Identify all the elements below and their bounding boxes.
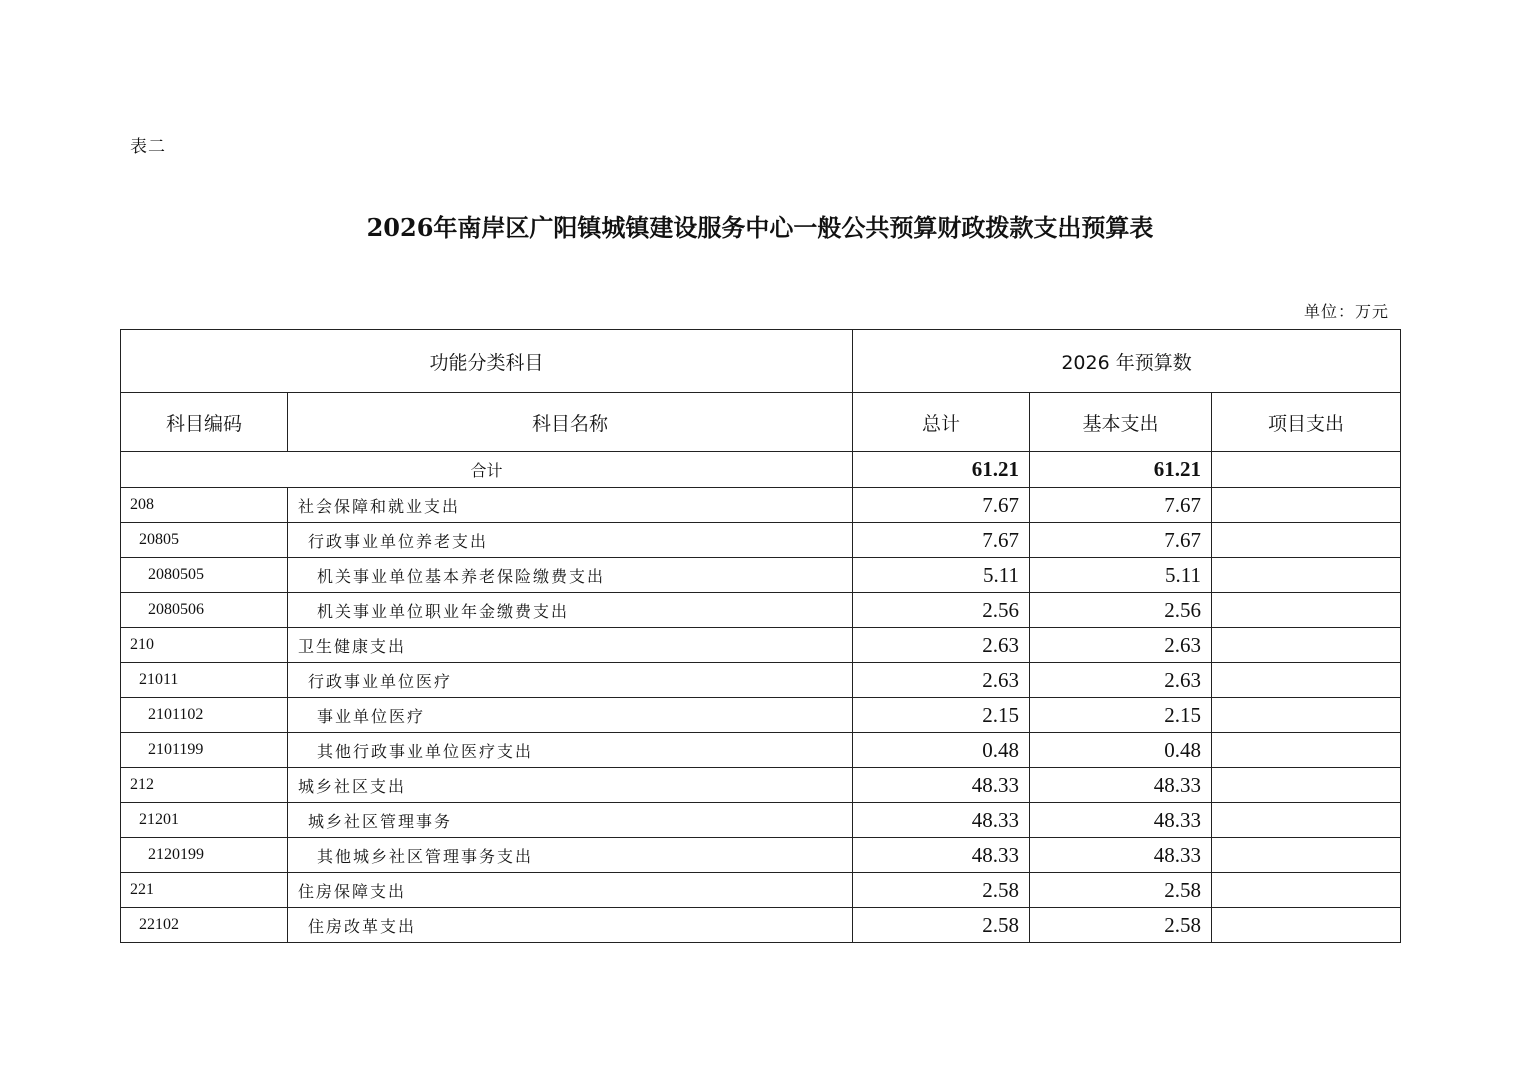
column-header-basic: 基本支出 xyxy=(1030,393,1212,452)
name-cell: 机关事业单位基本养老保险缴费支出 xyxy=(288,558,853,593)
table-row xyxy=(121,733,1401,768)
name-cell: 事业单位医疗 xyxy=(288,698,853,733)
code-cell: 22102 xyxy=(121,908,288,943)
name-cell: 机关事业单位职业年金缴费支出 xyxy=(288,593,853,628)
header-category: 功能分类科目 xyxy=(121,330,853,393)
table-row xyxy=(121,558,1401,593)
code-cell: 21011 xyxy=(121,663,288,698)
header-budget-year: 2026 年预算数 xyxy=(853,330,1401,393)
header-row-top xyxy=(121,330,1401,393)
total-cell: 2.58 xyxy=(853,873,1030,908)
total-cell: 2.63 xyxy=(853,663,1030,698)
table-row xyxy=(121,908,1401,943)
table-row xyxy=(121,838,1401,873)
budget-table xyxy=(120,329,1401,943)
project-cell xyxy=(1212,593,1401,628)
table-row xyxy=(121,768,1401,803)
table-row xyxy=(121,488,1401,523)
column-header-total: 总计 xyxy=(853,393,1030,452)
project-cell xyxy=(1212,768,1401,803)
project-cell xyxy=(1212,733,1401,768)
total-cell: 2.56 xyxy=(853,593,1030,628)
project-cell xyxy=(1212,663,1401,698)
total-label: 合计 xyxy=(121,452,853,488)
total-cell: 2.58 xyxy=(853,908,1030,943)
total-cell: 48.33 xyxy=(853,803,1030,838)
basic-cell: 48.33 xyxy=(1030,838,1212,873)
code-cell: 2080506 xyxy=(121,593,288,628)
basic-cell: 0.48 xyxy=(1030,733,1212,768)
code-cell: 2101102 xyxy=(121,698,288,733)
basic-cell: 2.15 xyxy=(1030,698,1212,733)
total-cell: 7.67 xyxy=(853,488,1030,523)
project-cell xyxy=(1212,628,1401,663)
project-cell xyxy=(1212,873,1401,908)
total-cell: 0.48 xyxy=(853,733,1030,768)
project-cell xyxy=(1212,488,1401,523)
basic-cell: 2.58 xyxy=(1030,908,1212,943)
page-title: 2026年南岸区广阳镇城镇建设服务中心一般公共预算财政拨款支出预算表 xyxy=(366,213,1154,242)
name-cell: 行政事业单位医疗 xyxy=(288,663,853,698)
total-cell: 61.21 xyxy=(853,452,1030,488)
table-row xyxy=(121,873,1401,908)
basic-cell: 2.63 xyxy=(1030,628,1212,663)
code-cell: 21201 xyxy=(121,803,288,838)
total-cell: 48.33 xyxy=(853,838,1030,873)
name-cell: 城乡社区管理事务 xyxy=(288,803,853,838)
table-row xyxy=(121,663,1401,698)
name-cell: 卫生健康支出 xyxy=(288,628,853,663)
name-cell: 住房保障支出 xyxy=(288,873,853,908)
column-header-code: 科目编码 xyxy=(121,393,288,452)
code-cell: 221 xyxy=(121,873,288,908)
name-cell: 住房改革支出 xyxy=(288,908,853,943)
code-cell: 20805 xyxy=(121,523,288,558)
basic-cell: 2.58 xyxy=(1030,873,1212,908)
name-cell: 其他行政事业单位医疗支出 xyxy=(288,733,853,768)
unit-label: 单位：万元 xyxy=(1303,302,1389,321)
total-cell: 7.67 xyxy=(853,523,1030,558)
basic-cell: 2.56 xyxy=(1030,593,1212,628)
basic-cell: 48.33 xyxy=(1030,768,1212,803)
basic-cell: 7.67 xyxy=(1030,523,1212,558)
basic-cell: 2.63 xyxy=(1030,663,1212,698)
name-cell: 社会保障和就业支出 xyxy=(288,488,853,523)
project-cell xyxy=(1212,908,1401,943)
code-cell: 212 xyxy=(121,768,288,803)
total-cell: 48.33 xyxy=(853,768,1030,803)
project-cell xyxy=(1212,698,1401,733)
code-cell: 2120199 xyxy=(121,838,288,873)
project-cell xyxy=(1212,452,1401,488)
project-cell xyxy=(1212,523,1401,558)
table-row xyxy=(121,628,1401,663)
project-cell xyxy=(1212,558,1401,593)
table-label: 表二 xyxy=(130,137,166,157)
table-row xyxy=(121,698,1401,733)
total-cell: 5.11 xyxy=(853,558,1030,593)
column-header-name: 科目名称 xyxy=(288,393,853,452)
code-cell: 208 xyxy=(121,488,288,523)
total-cell: 2.15 xyxy=(853,698,1030,733)
total-row xyxy=(121,452,1401,488)
project-cell xyxy=(1212,838,1401,873)
basic-cell: 7.67 xyxy=(1030,488,1212,523)
code-cell: 210 xyxy=(121,628,288,663)
basic-cell: 48.33 xyxy=(1030,803,1212,838)
basic-cell: 61.21 xyxy=(1030,452,1212,488)
code-cell: 2101199 xyxy=(121,733,288,768)
table-row xyxy=(121,803,1401,838)
table-row xyxy=(121,523,1401,558)
project-cell xyxy=(1212,803,1401,838)
header-row-columns xyxy=(121,393,1401,452)
name-cell: 城乡社区支出 xyxy=(288,768,853,803)
name-cell: 其他城乡社区管理事务支出 xyxy=(288,838,853,873)
column-header-project: 项目支出 xyxy=(1212,393,1401,452)
total-cell: 2.63 xyxy=(853,628,1030,663)
name-cell: 行政事业单位养老支出 xyxy=(288,523,853,558)
table-row xyxy=(121,593,1401,628)
basic-cell: 5.11 xyxy=(1030,558,1212,593)
code-cell: 2080505 xyxy=(121,558,288,593)
